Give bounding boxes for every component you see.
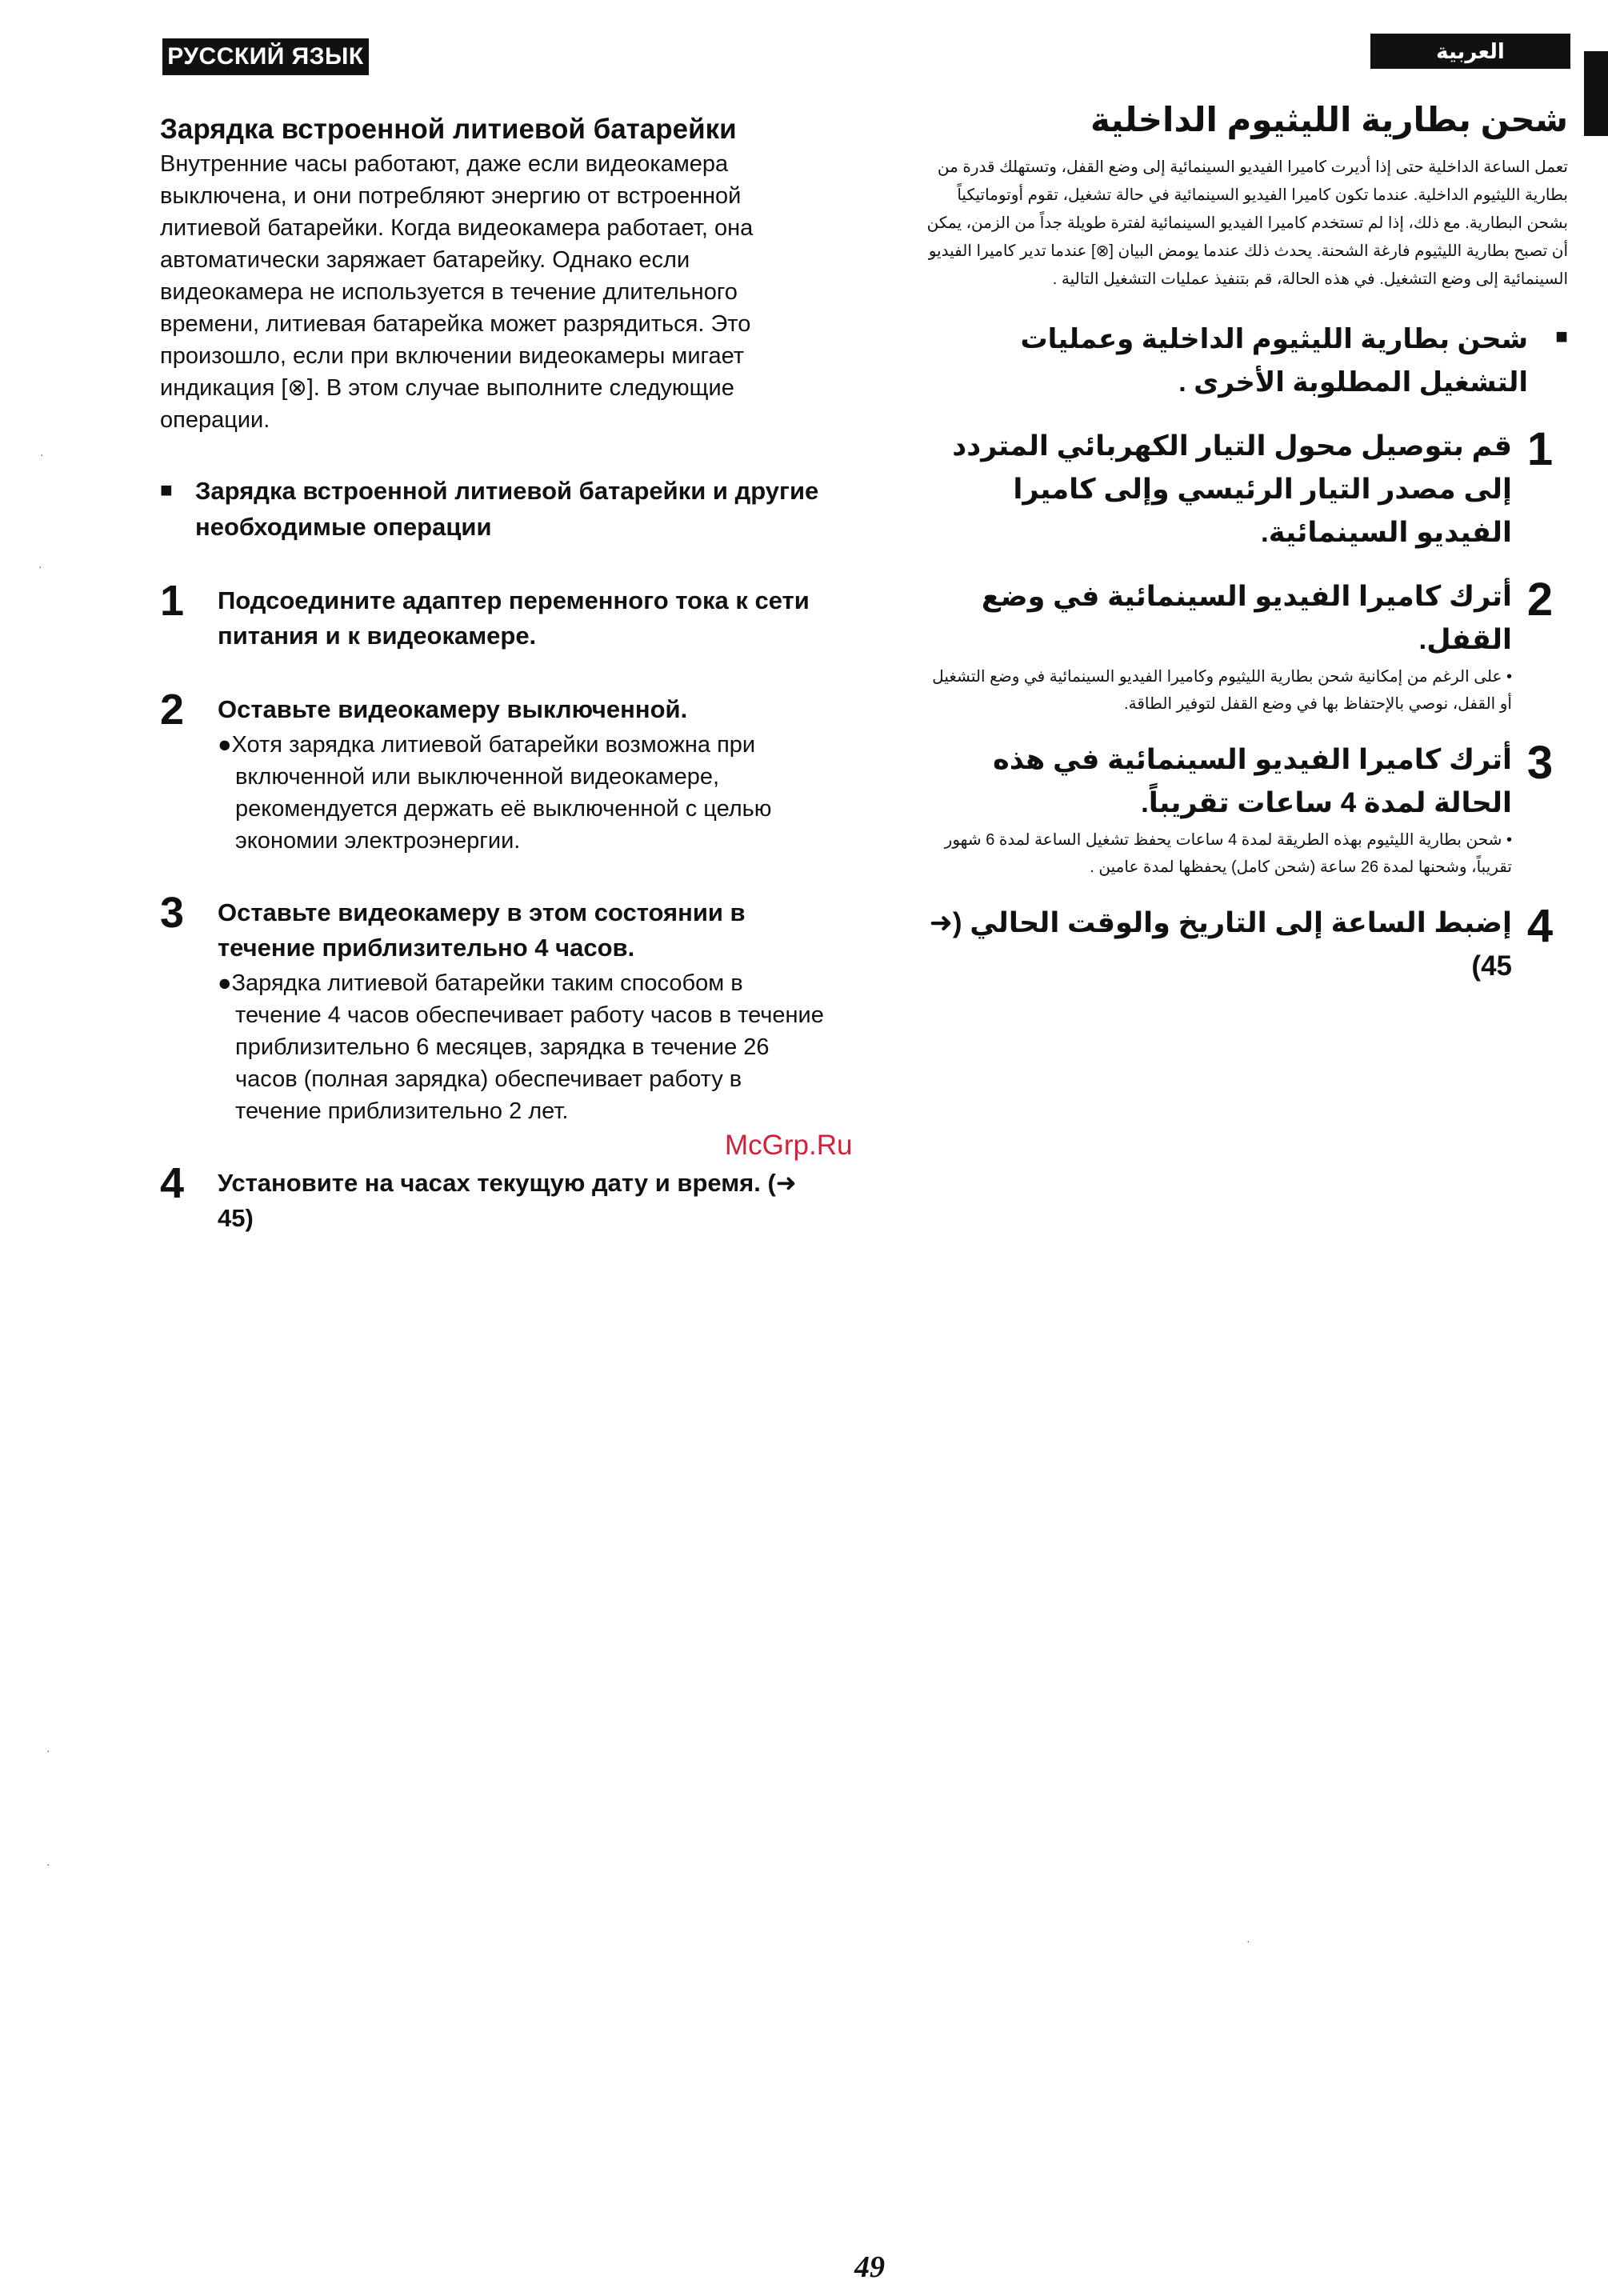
step-3-russian (160, 889, 824, 1127)
step-number: 4 (1526, 900, 1554, 952)
step-note: ●Хотя зарядка литиевой батарейки возможна при включенной или выключенной видеокамере, рекомендуется держать её выключенной с целью экономии электроэнергии. (218, 732, 772, 854)
section-heading-russian (160, 473, 824, 545)
step-1-arabic (920, 425, 1568, 554)
step-number: 3 (1526, 737, 1554, 789)
square-bullet-icon: ■ (1555, 324, 1568, 348)
step-number: 2 (1526, 574, 1554, 626)
section-heading-text: Зарядка встроенной литиевой батарейки и другие необходимые операции (195, 477, 819, 541)
step-heading: Подсоедините адаптер переменного тока к сети питания и к видеокамере. (218, 586, 810, 650)
watermark: McGrp.Ru (725, 1130, 853, 1161)
intro-paragraph-arabic: تعمل الساعة الداخلية حتى إذا أديرت كاميرا الفيديو السينمائية إلى وضع القفل، وتستهلك قدرة من بطارية الليثيوم الداخلية. عندما تكون كاميرا الفيديو السينمائية في حالة تشغيل، تقوم أوتوماتيكياً بشحن البطارية. مع ذلك، إذا لم تستخدم كاميرا الفيديو السينمائية لفترة طويلة جداً من الزمن، يمكن أن تصبح بطارية الليثيوم فارغة الشحنة. يحدث ذلك عندما يومض البيان [⊗] عندما تدير كاميرا الفيديو السينمائية إلى وضع التشغيل. في هذه الحالة، قم بتنفيذ عمليات التشغيل التالية . (926, 158, 1568, 288)
page-title-arabic: شحن بطارية الليثيوم الداخلية (1090, 101, 1568, 138)
russian-column (160, 112, 824, 1236)
section-heading-arabic (920, 318, 1568, 404)
step-note: • شحن بطارية الليثيوم بهذه الطريقة لمدة 4 ساعات يحفظ تشغيل الساعة لمدة 6 شهور تقريباً، وشحنها لمدة 26 ساعة (شحن كامل) يحفظها لمدة عامين . (944, 831, 1512, 876)
step-2-arabic (920, 575, 1568, 718)
step-heading: أترك كاميرا الفيديو السينمائية في وضع القفل. (981, 581, 1512, 655)
step-4-russian (160, 1159, 824, 1236)
step-heading: إضبط الساعة إلى التاريخ والوقت الحالي (➜ 45) (929, 907, 1512, 982)
step-number: 4 (160, 1159, 185, 1207)
scan-speck: · (46, 1858, 50, 1870)
intro-paragraph-russian: Внутренние часы работают, даже если видеокамера выключена, и они потребляют энергию от встроенной литиевой батарейки. Когда видеокамера работает, она автоматически заряжает батарейку. Однако если видеокамера не используется в течение длительного времени, литиевая батарейка может разрядиться. Это произошло, если при включении видеокамеры мигает индикация [⊗]. В этом случае выполните следующие операции. (160, 151, 754, 433)
step-number: 2 (160, 686, 185, 734)
step-note: ●Зарядка литиевой батарейки таким способом в течение 4 часов обеспечивает работу часов в течение приблизительно 6 месяцев, зарядка в течение 26 часов (полная зарядка) обеспечивает работу в течение приблизительно 2 лет. (218, 970, 824, 1124)
arabic-column (920, 96, 1568, 988)
scan-speck: · (46, 1744, 50, 1757)
page-title-russian: Зарядка встроенной литиевой батарейки (160, 114, 737, 145)
step-heading: Оставьте видеокамеру выключенной. (218, 695, 688, 723)
scan-speck: · (40, 448, 44, 461)
step-heading: Оставьте видеокамеру в этом состоянии в течение приблизительно 4 часов. (218, 898, 746, 962)
square-bullet-icon: ■ (160, 478, 173, 502)
step-note: • على الرغم من إمكانية شحن بطارية الليثيوم وكاميرا الفيديو السينمائية في وضع التشغيل أو القفل، نوصي بالإحتفاظ بها في وضع القفل لتوفير الطاقة. (932, 668, 1512, 713)
step-2-russian (160, 686, 824, 857)
step-1-russian (160, 577, 824, 654)
language-tab-russian: РУССКИЙ ЯЗЫК (162, 38, 369, 75)
section-heading-text: شحن بطارية الليثيوم الداخلية وعمليات التشغيل المطلوبة الأخرى . (1020, 324, 1528, 398)
page-number: 49 (854, 2250, 885, 2284)
step-number: 1 (1526, 423, 1554, 475)
step-heading: Установите на часах текущую дату и время. (➜ 45) (218, 1169, 797, 1232)
step-4-arabic (920, 902, 1568, 988)
step-number: 3 (160, 889, 185, 937)
step-number: 1 (160, 577, 185, 625)
language-tab-arabic: العربية (1370, 34, 1570, 69)
step-heading: أترك كاميرا الفيديو السينمائية في هذه الحالة لمدة 4 ساعات تقريباً. (993, 744, 1512, 818)
scan-speck: · (38, 560, 42, 573)
scan-speck: · (1246, 1934, 1250, 1947)
step-heading: قم بتوصيل محول التيار الكهربائي المتردد إلى مصدر التيار الرئيسي وإلى كاميرا الفيديو السينمائية. (952, 430, 1512, 548)
step-3-arabic (920, 738, 1568, 881)
page-edge-marker (1584, 51, 1608, 136)
